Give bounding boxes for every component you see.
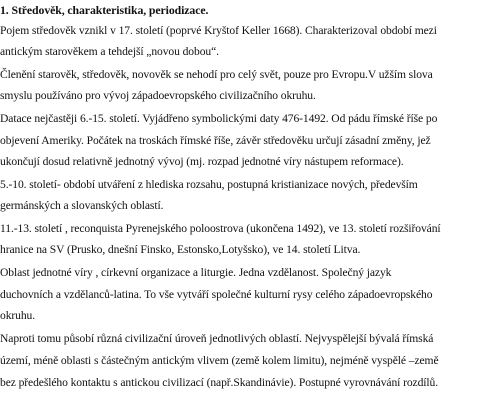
text-line-8: 5.-10. století- období utváření z hlediska rozsahu, postupná kristianizace nových, především (0, 178, 418, 191)
text-line-15: Naproti tomu působí různá civilizační úroveň jednotlivých oblastí. Nejvyspělejší bývalá římská (0, 332, 434, 345)
text-line-5: Datace nejčastěji 6.-15. století. Vyjádřeno symbolickými daty 476-1492. Od pádu římské říše po (0, 112, 438, 125)
text-line-13: duchovních a vzdělanců-latina. To vše vytváří společné kulturní rysy celého západoevropského (0, 288, 433, 301)
text-line-7: ukončují dosud relativně jednotný vývoj (mj. rozpad jednotné víry nástupem reformace). (0, 155, 404, 168)
text-line-12: Oblast jednotné víry , církevní organizace a liturgie. Jedna vzdělanost. Společný jazyk (0, 266, 392, 279)
text-line-16: území, méně oblasti s částečným antickým vlivem (země kolem limitu), nejméně vyspělé –země (0, 354, 439, 367)
text-line-1: Pojem středověk vznikl v 17. století (poprvé Kryštof Keller 1668). Charakterizoval období mezi (0, 24, 437, 37)
section-heading: 1. Středověk, charakteristika, periodizace. (0, 3, 209, 17)
text-line-6: objevení Ameriky. Počátek na troskách římské říše, závěr středověku určují zásadní změny, jež (0, 134, 431, 147)
text-line-9: germánských a slovanských oblastí. (0, 199, 164, 212)
text-line-10: 11.-13. století , reconquista Pyrenejského poloostrova (ukončena 1492), ve 13. století rozšiřování (0, 222, 441, 235)
text-line-3: Členění starověk, středověk, novověk se nehodí pro celý svět, pouze pro Evropu.V užším slova (0, 68, 433, 81)
text-line-2: antickým starověkem a tehdejší „novou dobou“. (0, 45, 219, 58)
text-line-4: smyslu používáno pro vývoj západoevropského civilizačního okruhu. (0, 89, 316, 102)
text-line-11: hranice na SV (Prusko, dnešní Finsko, Estonsko,Lotyšsko), ve 14. století Litva. (0, 243, 361, 256)
text-line-14: okruhu. (0, 309, 36, 322)
text-line-17: bez předešlého kontaktu s antickou civilizací (např.Skandinávie). Postupné vyrovnávání rozdílů. (0, 376, 439, 389)
